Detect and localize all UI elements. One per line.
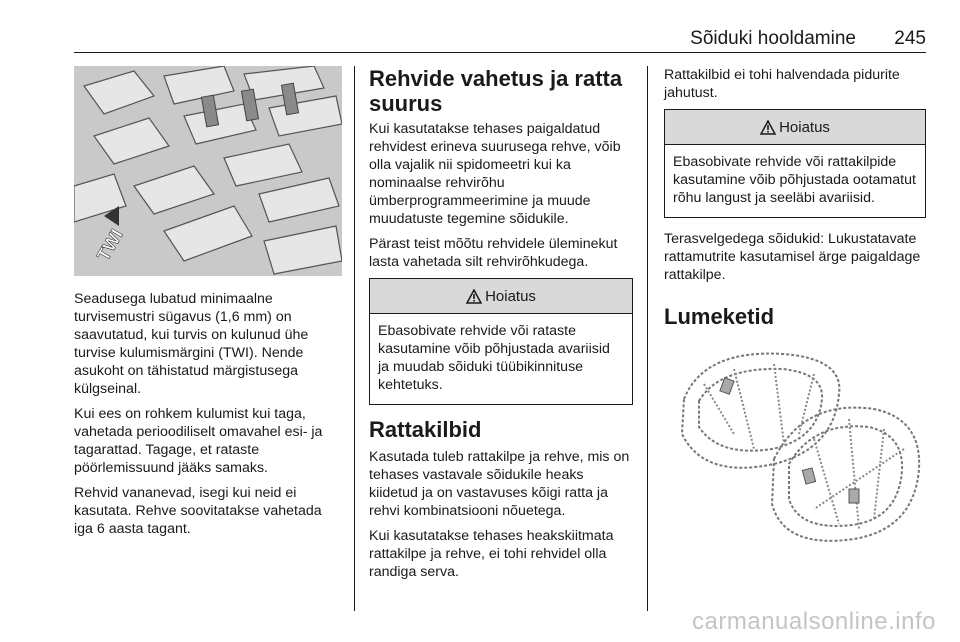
- watermark: carmanualsonline.info: [692, 608, 936, 635]
- column-divider: [354, 66, 355, 611]
- warning-header: [370, 279, 632, 314]
- column-middle: [369, 66, 633, 588]
- column-right: [664, 66, 926, 557]
- page-header: [74, 26, 926, 53]
- warning-box: [369, 278, 633, 405]
- section-heading: Rehvide vahetus ja ratta suurus: [369, 66, 623, 116]
- paragraph: Kui kasutatakse tehases paigaldatud rehvidest erineva suurusega rehve, võib olla vajalik nii spidomeetri kui ka nominaalse rehvirõhu ümberprogrammeerimine ja muude muudatuste tegemine sõidukile.: [369, 121, 621, 227]
- section-heading: Rattakilbid: [369, 417, 482, 442]
- section-heading: Lumeketid: [664, 304, 775, 329]
- page-number: 245: [894, 28, 926, 49]
- paragraph: Rattakilbid ei tohi halvendada pidurite jahutust.: [664, 67, 900, 101]
- snow-chain-illustration: [664, 339, 926, 557]
- warning-triangle-icon: [760, 120, 776, 135]
- tire-tread-illustration: [74, 66, 342, 276]
- paragraph: Kui ees on rohkem kulumist kui taga, vahetada perioodiliselt omavahel esi- ja tagarattad. Tagage, et rataste pöörlemissuund jääks samaks.: [74, 406, 323, 476]
- paragraph: Terasvelgedega sõidukid: Lukustatavate rattamutrite kasutamisel ärge paigaldage rattakilpe.: [664, 231, 921, 283]
- warning-header: [665, 110, 925, 145]
- paragraph: Rehvid vananevad, isegi kui neid ei kasutata. Rehve soovitatakse vahetada iga 6 aasta tagant.: [74, 485, 322, 537]
- column-divider: [647, 66, 648, 611]
- section-title: Sõiduki hooldamine: [690, 28, 856, 49]
- paragraph: Pärast teist mõõtu rehvidele üleminekut lasta vahetada silt rehvirõhkudega.: [369, 236, 618, 270]
- twi-label: TWI: [93, 225, 127, 265]
- warning-text: Ebasobivate rehvide või rataste kasutamine võib põhjustada avariisid ja muudab sõiduki tüübikinnituse kehtetuks.: [378, 323, 610, 393]
- warning-title: Hoiatus: [779, 118, 830, 136]
- warning-triangle-icon: [466, 289, 482, 304]
- column-left: [74, 66, 342, 545]
- warning-title: Hoiatus: [485, 287, 536, 305]
- warning-text: Ebasobivate rehvide või rattakilpide kasutamine võib põhjustada ootamatut rõhu langust ja seeläbi avariisid.: [673, 154, 916, 206]
- paragraph: Seadusega lubatud minimaalne turvisemustri sügavus (1,6 mm) on saavutatud, kui turvis on kulunud ühe turvise kulumismärgini (TWI). Nende asukoht on tähistatud märgistusega külgseinal.: [74, 291, 309, 397]
- warning-box: [664, 109, 926, 218]
- paragraph: Kui kasutatakse tehases heakskiitmata rattakilpe ja rehve, ei tohi rehvidel olla randiga serva.: [369, 528, 614, 580]
- paragraph: Kasutada tuleb rattakilpe ja rehve, mis on tehases vastavale sõidukile heaks kiidetud ja on vastavuses kõigi ratta ja rehvi kombinatsiooni nõuetega.: [369, 449, 630, 519]
